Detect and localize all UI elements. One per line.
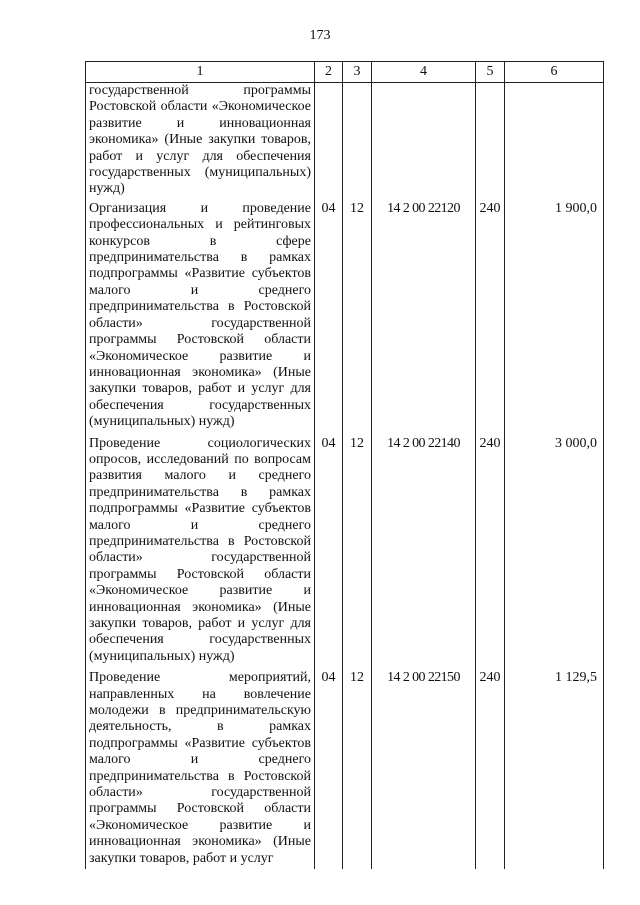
row-description: Организация и проведение профессиональных и рейтинговых конкурсов в сфере предпринимательства в рамках подпрограммы «Развитие субъектов малого и среднего предпринимательства в Ростовской области» государственной программы Ростовской области «Экономическое развитие и инновационная экономика» (Иные закупки товаров, работ и услуг для обеспечения государственных (муниципальных) нужд)	[86, 198, 315, 433]
row-section: 04	[315, 198, 343, 433]
row-subsection: 12	[343, 667, 372, 869]
table-row	[86, 83, 604, 198]
row-expense-type: 240	[476, 667, 505, 869]
column-header-target-article: 4	[372, 62, 476, 83]
table-header-row	[86, 62, 604, 83]
row-amount: 1 900,0	[505, 198, 604, 433]
row-target-article: 14 2 00 22150	[372, 667, 476, 869]
row-target-article: 14 2 00 22120	[372, 198, 476, 433]
column-header-section: 2	[315, 62, 343, 83]
row-section	[315, 83, 343, 198]
column-header-description: 1	[86, 62, 315, 83]
row-subsection: 12	[343, 433, 372, 668]
row-subsection	[343, 83, 372, 198]
row-amount	[505, 83, 604, 198]
row-section: 04	[315, 667, 343, 869]
column-header-amount: 6	[505, 62, 604, 83]
table-row	[86, 667, 604, 869]
table-row	[86, 198, 604, 433]
column-header-subsection: 3	[343, 62, 372, 83]
table-row	[86, 433, 604, 668]
row-description: Проведение социологических опросов, исследований по вопросам развития малого и среднего предпринимательства в рамках подпрограммы «Развитие субъектов малого и среднего предпринимательства в Ростовской области» государственной программы Ростовской области «Экономическое развитие и инновационная экономика» (Иные закупки товаров, работ и услуг для обеспечения государственных (муниципальных) нужд)	[86, 433, 315, 668]
row-expense-type: 240	[476, 198, 505, 433]
row-target-article: 14 2 00 22140	[372, 433, 476, 668]
row-description: государственной программы Ростовской области «Экономическое развитие и инновационная экономика» (Иные закупки товаров, работ и услуг для обеспечения государственных (муниципальных) нужд)	[86, 83, 315, 198]
row-expense-type	[476, 83, 505, 198]
row-amount: 1 129,5	[505, 667, 604, 869]
row-subsection: 12	[343, 198, 372, 433]
row-description: Проведение мероприятий, направленных на вовлечение молодежи в предпринимательскую деятельность, в рамках подпрограммы «Развитие субъектов малого и среднего предпринимательства в Ростовской области» государственной программы Ростовской области «Экономическое развитие и инновационная экономика» (Иные закупки товаров, работ и услуг	[86, 667, 315, 869]
row-section: 04	[315, 433, 343, 668]
budget-table	[85, 61, 604, 869]
row-target-article	[372, 83, 476, 198]
row-expense-type: 240	[476, 433, 505, 668]
row-amount: 3 000,0	[505, 433, 604, 668]
column-header-expense-type: 5	[476, 62, 505, 83]
page-number: 173	[309, 28, 331, 43]
